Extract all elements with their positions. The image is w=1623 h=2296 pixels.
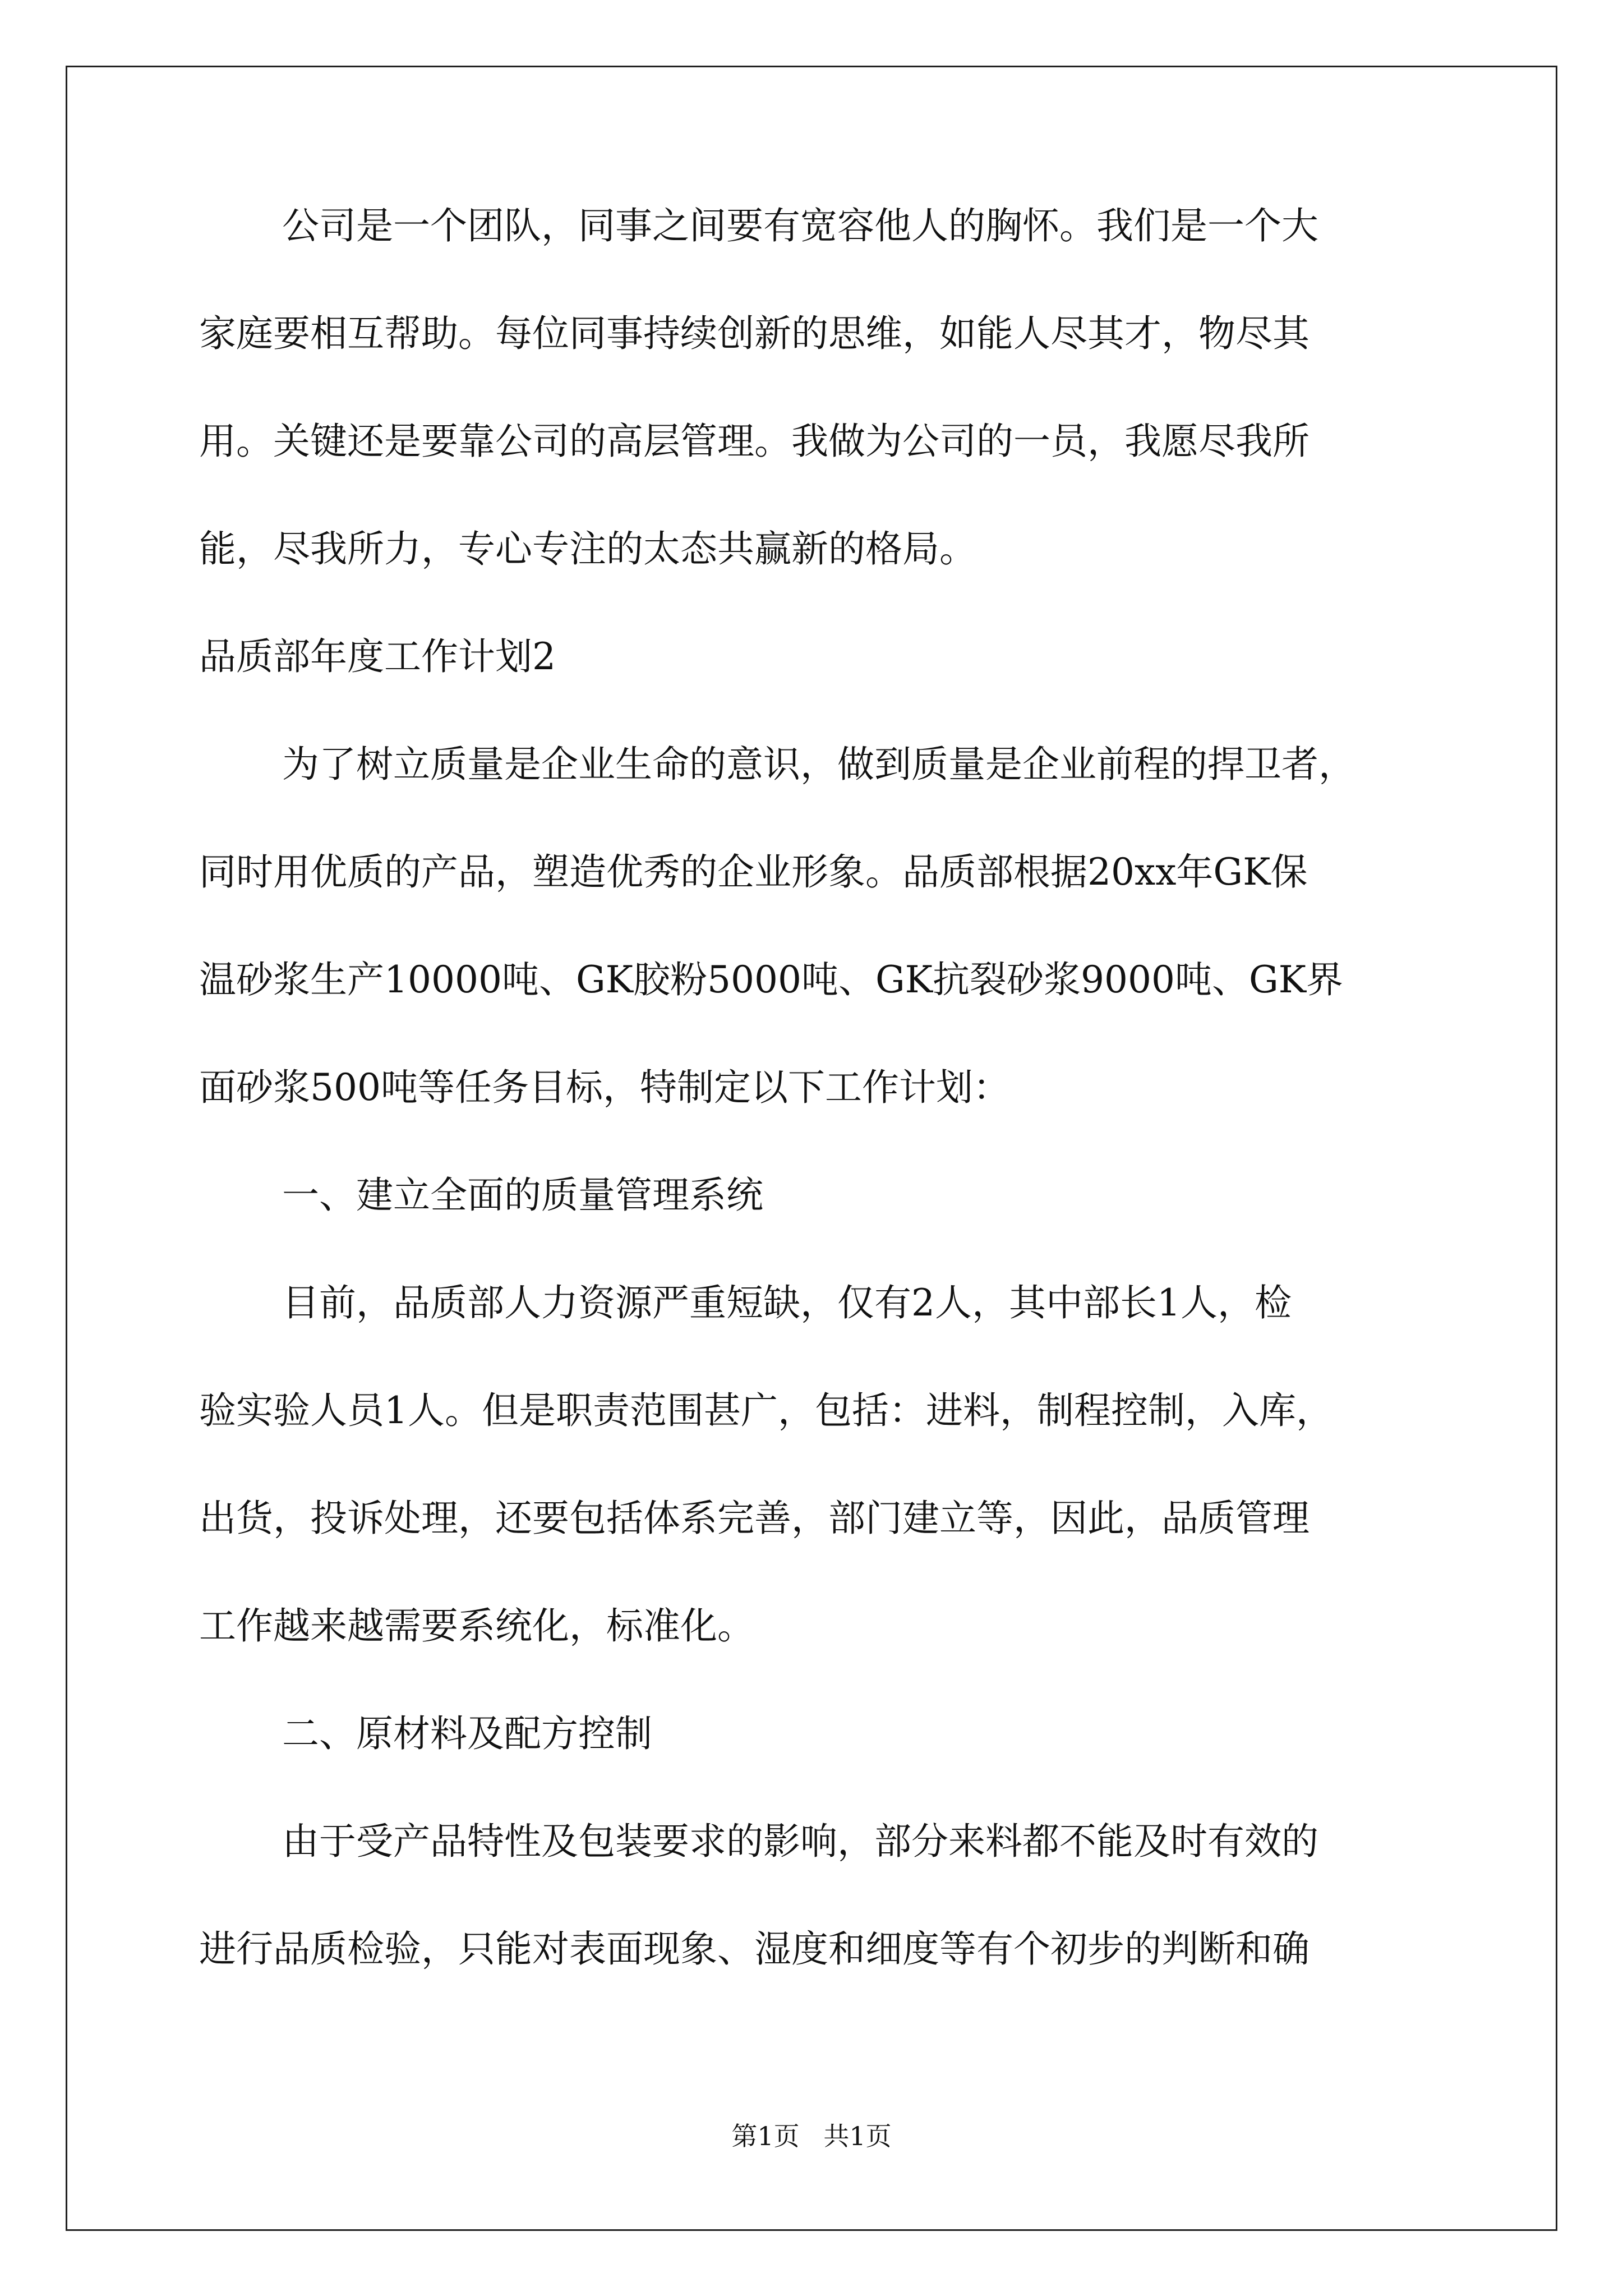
paragraph-line: 工作越来越需要系统化，标准化。	[199, 1604, 754, 1648]
paragraph-line: 为了树立质量是企业生命的意识，做到质量是企业前程的捍卫者，	[282, 743, 1355, 786]
page-total: 共1页	[823, 2121, 892, 2151]
paragraph-line: 家庭要相互帮助。每位同事持续创新的思维，如能人尽其才，物尽其	[199, 312, 1310, 355]
paragraph-line: 验实验人员1人。但是职责范围甚广，包括：进料，制程控制，入库，	[199, 1389, 1333, 1432]
paragraph-line: 面砂浆500吨等任务目标，特制定以下工作计划：	[199, 1066, 1010, 1109]
paragraph-line: 同时用优质的产品，塑造优秀的企业形象。品质部根据20xx年GK保	[199, 850, 1308, 894]
paragraph-line: 公司是一个团队，同事之间要有宽容他人的胸怀。我们是一个大	[282, 204, 1318, 247]
paragraph-line: 温砂浆生产10000吨、GK胶粉5000吨、GK抗裂砂浆9000吨、GK界	[199, 958, 1343, 1001]
subheading: 一、建立全面的质量管理系统	[282, 1174, 763, 1217]
page-border	[66, 66, 1557, 2231]
page-footer	[0, 2123, 1623, 2149]
page-number: 第1页	[731, 2121, 800, 2151]
paragraph-line: 进行品质检验，只能对表面现象、湿度和细度等有个初步的判断和确	[199, 1927, 1310, 1971]
paragraph-line: 用。关键还是要靠公司的高层管理。我做为公司的一员，我愿尽我所	[199, 420, 1310, 463]
subheading: 二、原材料及配方控制	[282, 1712, 652, 1755]
paragraph-line: 出货，投诉处理，还要包括体系完善，部门建立等，因此，品质管理	[199, 1497, 1310, 1540]
section-title: 品质部年度工作计划2	[199, 635, 556, 678]
paragraph-line: 由于受产品特性及包装要求的影响，部分来料都不能及时有效的	[282, 1820, 1318, 1863]
paragraph-line: 能，尽我所力，专心专注的太态共赢新的格局。	[199, 527, 976, 570]
paragraph-line: 目前，品质部人力资源严重短缺，仅有2人，其中部长1人，检	[282, 1281, 1292, 1324]
